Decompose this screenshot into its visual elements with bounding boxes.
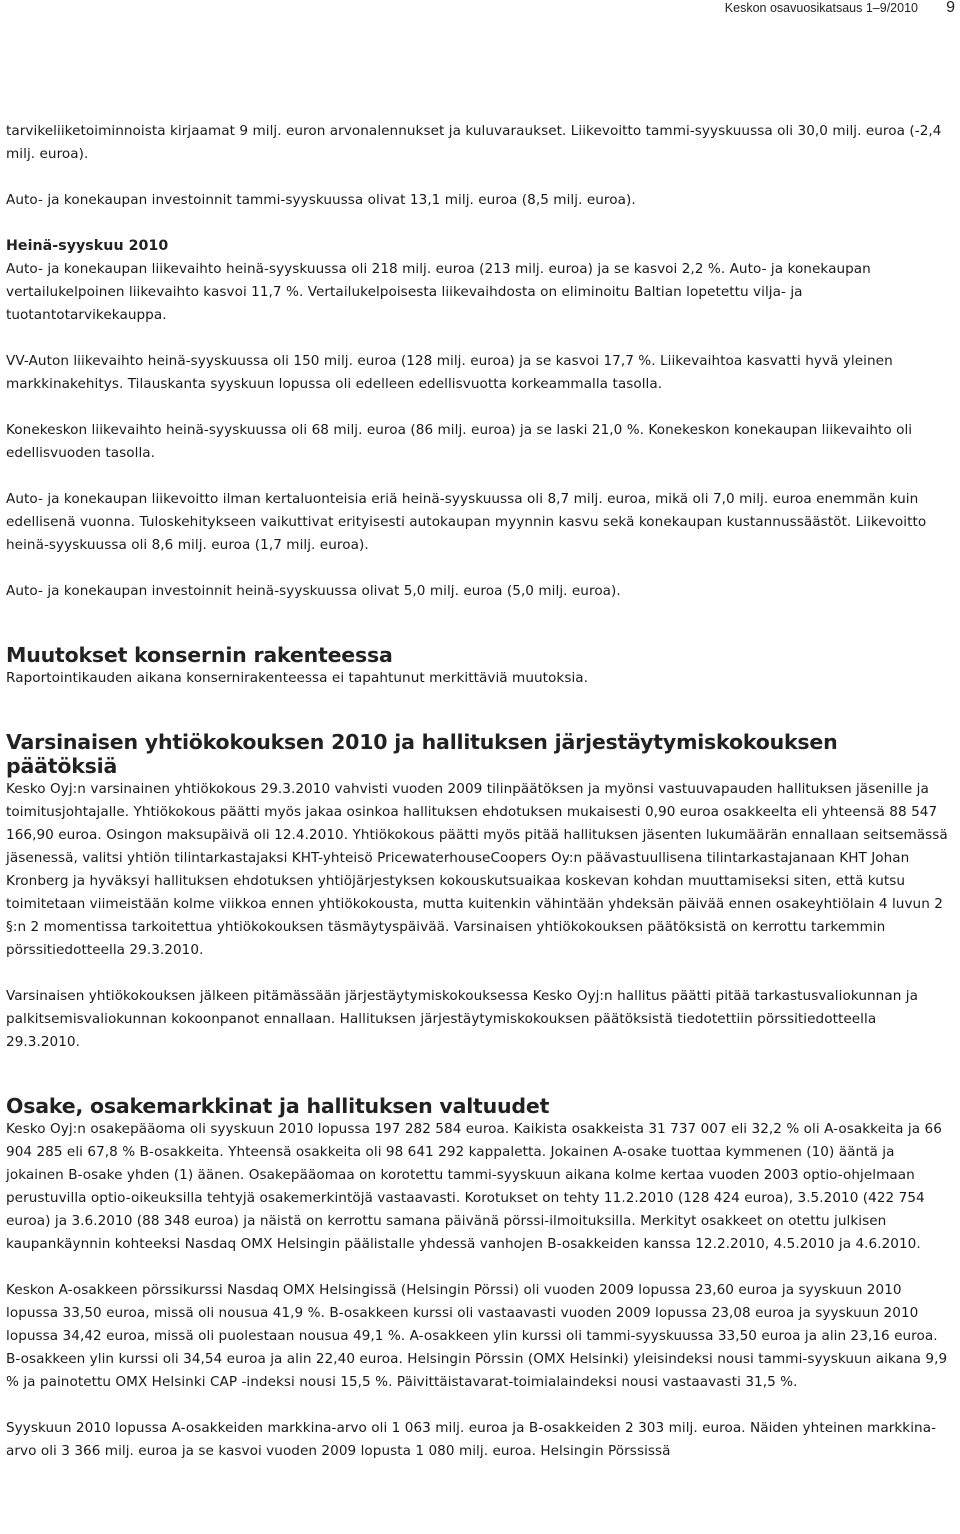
paragraph: Varsinaisen yhtiökokouksen jälkeen pitämässään järjestäytymiskokouksessa Kesko Oyj:n hallitus päätti pitää tarkastusvaliokunnan ja palkitsemisvaliokunnan kokoonpanot ennallaan. Hallituksen järjestäytymiskokouksen päätöksistä tiedotettiin pörssitiedotteella 29.3.2010. xyxy=(6,988,918,1050)
paragraph: Auto- ja konekaupan investoinnit heinä-syyskuussa olivat 5,0 milj. euroa (5,0 milj. euroa). xyxy=(6,583,621,599)
paragraph: Raportointikauden aikana konsernirakenteessa ei tapahtunut merkittäviä muutoksia. xyxy=(6,670,589,686)
page-number: 9 xyxy=(946,0,955,16)
section-heading: Osake, osakemarkkinat ja hallituksen valtuudet xyxy=(6,1094,550,1118)
paragraph: Syyskuun 2010 lopussa A-osakkeiden markkina-arvo oli 1 063 milj. euroa ja B-osakkeiden 2 303 milj. euroa. Näiden yhteinen markkina-arvo oli 3 366 milj. euroa ja se kasvoi vuoden 2009 lopusta 1 080 milj. euroa. Helsingin Pörssissä xyxy=(6,1420,937,1459)
paragraph: Keskon A-osakkeen pörssikurssi Nasdaq OMX Helsingissä (Helsingin Pörssi) oli vuoden 2009 lopussa 23,60 euroa ja syyskuun 2010 lopussa 33,50 euroa, missä oli nousua 41,9 %. B-osakkeen kurssi oli vastaavasti vuoden 2009 lopussa 23,08 euroa ja syyskuun 2010 lopussa 34,42 euroa, missä oli puolestaan nousua 49,1 %. A-osakkeen ylin kurssi oli tammi-syyskuussa 33,50 euroa ja alin 23,16 euroa. B-osakkeen ylin kurssi oli 34,54 euroa ja alin 22,40 euroa. Helsingin Pörssin (OMX Helsinki) yleisindeksi nousi tammi-syyskuun aikana 9,9 % ja painotettu OMX Helsinki CAP -indeksi nousi 15,5 %. Päivittäistavarat-toimialaindeksi nousi vastaavasti 31,5 %. xyxy=(6,1282,948,1390)
report-title: Keskon osavuosikatsaus 1–9/2010 xyxy=(724,1,918,15)
paragraph: Auto- ja konekaupan investoinnit tammi-syyskuussa olivat 13,1 milj. euroa (8,5 milj. euroa). xyxy=(6,192,636,208)
paragraph: Konekeskon liikevaihto heinä-syyskuussa oli 68 milj. euroa (86 milj. euroa) ja se laski 21,0 %. Konekeskon konekaupan liikevaihto oli edellisvuoden tasolla. xyxy=(6,422,913,461)
section-heading: Varsinaisen yhtiökokouksen 2010 ja hallituksen järjestäytymiskokouksen päätöksiä xyxy=(6,730,838,778)
section-subheading: Heinä-syyskuu 2010 xyxy=(6,238,169,254)
paragraph: VV-Auton liikevaihto heinä-syyskuussa oli 150 milj. euroa (128 milj. euroa) ja se kasvoi 17,7 %. Liikevaihtoa kasvatti hyvä yleinen markkinakehitys. Tilauskanta syyskuun lopussa oli edelleen edellisvuotta korkeammalla tasolla. xyxy=(6,353,893,392)
section-heading: Muutokset konsernin rakenteessa xyxy=(6,643,393,667)
paragraph: Auto- ja konekaupan liikevoitto ilman kertaluonteisia eriä heinä-syyskuussa oli 8,7 milj. euroa, mikä oli 7,0 milj. euroa enemmän kuin edellisenä vuonna. Tuloskehitykseen vaikuttivat erityisesti autokaupan myynnin kasvu sekä konekaupan kustannussäästöt. Liikevoitto heinä-syyskuussa oli 8,6 milj. euroa (1,7 milj. euroa). xyxy=(6,491,927,553)
document-body xyxy=(6,120,952,1463)
paragraph: Kesko Oyj:n osakepääoma oli syyskuun 2010 lopussa 197 282 584 euroa. Kaikista osakkeista 31 737 007 eli 32,2 % oli A-osakkeita ja 66 904 285 eli 67,8 % B-osakkeita. Yhteensä osakkeita oli 98 641 292 kappaletta. Jokainen A-osake tuottaa kymmenen (10) ääntä ja jokainen B-osake yhden (1) äänen. Osakepääomaa on korotettu tammi-syyskuun aikana kolme kertaa vuoden 2003 optio-ohjelmaan perustuvilla optio-oikeuksilla tehtyjä osakemerkintöjä vastaavasti. Korotukset on tehty 11.2.2010 (128 424 euroa), 3.5.2010 (422 754 euroa) ja 3.6.2010 (88 348 euroa) ja näistä on kerrottu samana päivänä pörssi-ilmoituksilla. Merkityt osakkeet on otettu julkisen kaupankäynnin kohteeksi Nasdaq OMX Helsingin päälistalle yhdessä vanhojen B-osakkeiden kanssa 12.2.2010, 4.5.2010 ja 4.6.2010. xyxy=(6,1121,942,1252)
paragraph: Auto- ja konekaupan liikevaihto heinä-syyskuussa oli 218 milj. euroa (213 milj. euroa) ja se kasvoi 2,2 %. Auto- ja konekaupan vertailukelpoinen liikevaihto kasvoi 11,7 %. Vertailukelpoisesta liikevaihdosta on eliminoitu Baltian lopetettu vilja- ja tuotantotarvikekauppa. xyxy=(6,261,871,323)
paragraph: tarvikeliiketoiminnoista kirjaamat 9 milj. euron arvonalennukset ja kuluvaraukset. Liikevoitto tammi-syyskuussa oli 30,0 milj. euroa (-2,4 milj. euroa). xyxy=(6,123,942,162)
paragraph: Kesko Oyj:n varsinainen yhtiökokous 29.3.2010 vahvisti vuoden 2009 tilinpäätöksen ja myönsi vastuuvapauden hallituksen jäsenille ja toimitusjohtajalle. Yhtiökokous päätti myös jakaa osinkoa hallituksen ehdotuksen mukaisesti 0,90 euroa osakkeelta eli yhteensä 88 547 166,90 euroa. Osingon maksupäivä oli 12.4.2010. Yhtiökokous päätti myös pitää hallituksen jäsenten lukumäärän ennallaan seitsemässä jäsenessä, valitsi yhtiön tilintarkastajaksi KHT-yhteisö PricewaterhouseCoopers Oy:n päävastuullisena tilintarkastajanaan KHT Johan Kronberg ja hyväksyi hallituksen ehdotuksen yhtiöjärjestyksen kokouskutsuaikaa koskevan kohdan muuttamiseksi siten, että kutsu toimitetaan viimeistään kolme viikkoa ennen yhtiökokousta, mutta kuitenkin vähintään yhdeksän päivää ennen osakeyhtiölain 4 luvun 2 §:n 2 momentissa tarkoitettua yhtiökokouksen täsmäytyspäivää. Varsinaisen yhtiökokouksen päätöksistä on kerrottu tarkemmin pörssitiedotteella 29.3.2010. xyxy=(6,781,948,958)
page-header xyxy=(0,0,960,20)
